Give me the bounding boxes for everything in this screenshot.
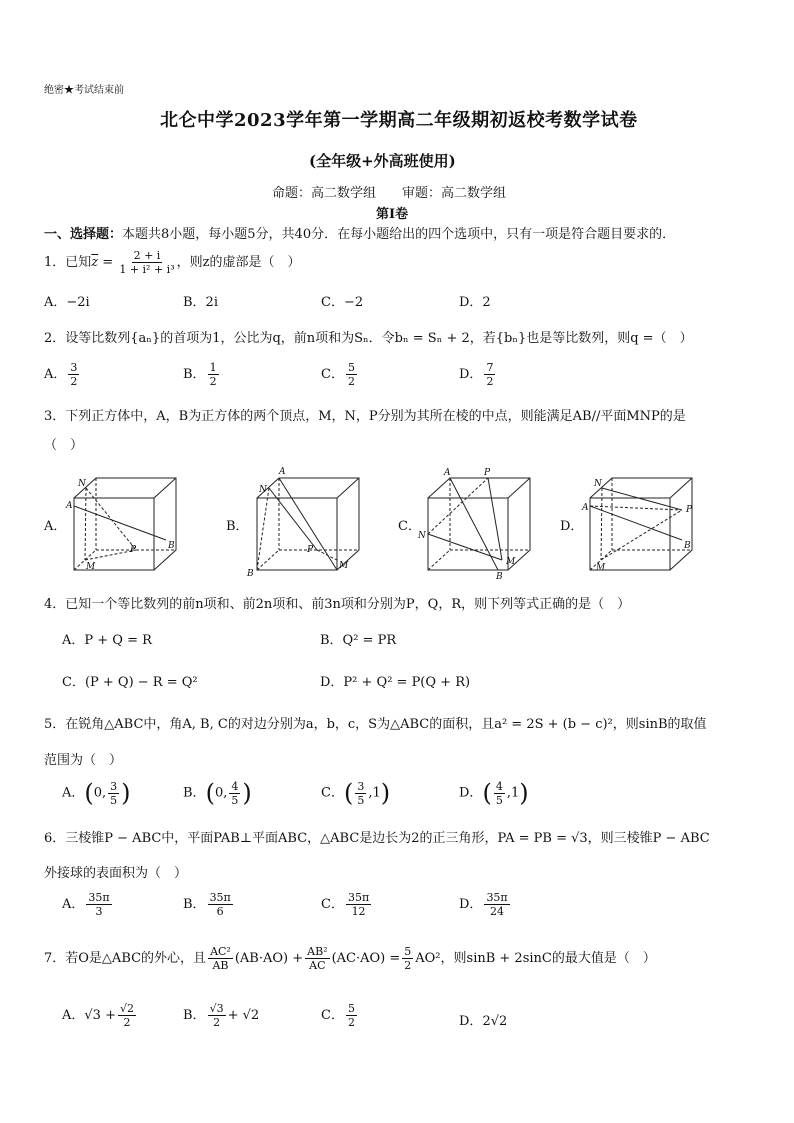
q3-option-d-label[interactable]: D． [560, 519, 584, 534]
q6-option-d[interactable]: D． $\frac{35\pi}{24}$ [459, 891, 508, 918]
question-3-line2: （ ） [44, 438, 84, 453]
q7-post: AO²，则sinB + 2sinC的最大值是（ ） [415, 951, 656, 966]
svg-text:A: A [582, 503, 589, 513]
q2-option-a[interactable]: A． $\frac{3}{2}$ [44, 361, 78, 388]
q5-option-c[interactable]: C．( $\frac{3}{5}$ ,1) [321, 779, 391, 807]
part-label: 第Ⅰ卷 [376, 207, 409, 222]
question-6-line2: 外接球的表面积为（ ） [44, 866, 188, 881]
q2-option-d[interactable]: D． $\frac{7}{2}$ [459, 361, 494, 388]
exam-subtitle: (全年级+外高班使用) [309, 152, 456, 170]
question-7 [44, 946, 656, 971]
svg-text:N: N [418, 531, 426, 541]
svg-text:N: N [594, 479, 602, 489]
q7-mid2: (AC·AO) = [331, 951, 401, 966]
q1-zbar: $\overline{z}$ [91, 255, 99, 270]
svg-text:A: A [66, 501, 73, 511]
q1-option-a[interactable]: A．−2i [44, 295, 90, 310]
question-5-line1: 5．在锐角△ABC中，角A, B, C的对边分别为a，b，c，S为△ABC的面积，且a² = 2S + (b − c)²，则sinB的取值 [44, 717, 707, 732]
q1-pre: 1．已知 [44, 255, 92, 270]
svg-text:N: N [78, 479, 86, 489]
q3-option-a-label[interactable]: A． [44, 519, 67, 534]
q5-option-d[interactable]: D．( $\frac{4}{5}$ ,1) [459, 779, 529, 807]
q7-frac1: $\frac{\text{AC²}}{AB}$ [210, 945, 231, 972]
q2-option-b[interactable]: B． $\frac{1}{2}$ [183, 361, 217, 388]
q7-option-c[interactable]: C． $\frac{5}{2}$ [321, 1002, 355, 1029]
q2-option-c[interactable]: C． $\frac{5}{2}$ [321, 361, 355, 388]
section-heading [44, 223, 675, 242]
svg-text:B: B [247, 569, 254, 579]
question-2: 2．设等比数列{aₙ}的首项为1，公比为q，前n项和为Sₙ．令bₙ = Sₙ + 2，若{bₙ}也是等比数列，则q =（ ） [44, 331, 693, 346]
svg-text:B: B [684, 541, 691, 551]
q6-option-a[interactable]: A． $\frac{35\pi}{3}$ [62, 891, 110, 918]
svg-text:B: B [168, 541, 175, 551]
q4-option-a[interactable]: A．P + Q = R [62, 633, 152, 648]
secret-mark: 绝密★考试结束前 [44, 85, 124, 96]
svg-text:A: A [279, 467, 286, 477]
q1-num: 2 + i [133, 249, 161, 262]
section-label: 一、选择题： [44, 227, 123, 242]
q1-option-b[interactable]: B．2i [183, 295, 218, 310]
q1-post: ，则z的虚部是（ ） [176, 255, 301, 270]
q5-option-b[interactable]: B．(0, $\frac{4}{5}$ ) [183, 779, 252, 807]
q7-frac2: $\frac{\text{AB²}}{AC}$ [307, 945, 328, 972]
q7-option-b[interactable]: B． $\frac{√3}{2}$ + √2 [183, 1002, 260, 1029]
q1-eq: = [102, 255, 114, 270]
q5-option-a[interactable]: A．(0, $\frac{3}{5}$ ) [62, 779, 131, 807]
q3-cube-a[interactable] [62, 466, 182, 576]
authors-line: 命题：高二数学组 审题：高二数学组 [272, 186, 507, 201]
svg-text:M: M [86, 562, 96, 572]
section-desc: 本题共8小题，每小题5分，共40分．在每小题给出的四个选项中，只有一项是符合题目要求的． [122, 227, 676, 242]
question-5-line2: 范围为（ ） [44, 753, 123, 768]
q6-option-b[interactable]: B． $\frac{35\pi}{6}$ [183, 891, 231, 918]
svg-text:M: M [339, 561, 349, 571]
svg-text:M: M [596, 563, 606, 573]
question-3-line1: 3．下列正方体中，A，B为正方体的两个顶点，M，N，P分别为其所在棱的中点，则能满足AB//平面MNP的是 [44, 409, 686, 424]
q3-cube-d[interactable] [578, 466, 698, 576]
q7-frac3: $\frac{5}{2}$ [404, 945, 412, 972]
question-6-line1: 6．三棱锥P − ABC中，平面PAB⊥平面ABC，△ABC是边长为2的正三角形，PA = PB = √3，则三棱锥P − ABC [44, 831, 710, 846]
q4-option-c[interactable]: C．(P + Q) − R = Q² [62, 675, 198, 690]
q1-option-d[interactable]: D．2 [459, 295, 491, 310]
q7-pre: 7．若O是△ABC的外心，且 [44, 951, 207, 966]
svg-text:M: M [506, 557, 516, 567]
q3-option-b-label[interactable]: B． [226, 519, 249, 534]
q1-fraction [119, 250, 174, 275]
question-1 [44, 250, 300, 275]
svg-text:P: P [130, 545, 137, 555]
q3-cube-b[interactable] [245, 466, 365, 579]
q4-option-d[interactable]: D．P² + Q² = P(Q + R) [320, 675, 471, 690]
q6-option-c[interactable]: C． $\frac{35\pi}{12}$ [321, 891, 370, 918]
svg-text:N: N [259, 485, 267, 495]
svg-text:A: A [444, 468, 451, 478]
question-4: 4．已知一个等比数列的前n项和、前2n项和、前3n项和分别为P，Q，R，则下列等式正确的是（ ） [44, 597, 631, 612]
svg-text:P: P [307, 545, 314, 555]
q7-option-a[interactable]: A．√3 + $\frac{√2}{2}$ [62, 1002, 134, 1029]
q7-mid1: (AB·AO) + [234, 951, 304, 966]
q7-option-d[interactable]: D．2√2 [459, 1014, 508, 1029]
svg-text:B: B [496, 572, 503, 582]
q3-option-c-label[interactable]: C． [398, 519, 421, 534]
q1-option-c[interactable]: C．−2 [321, 295, 364, 310]
svg-text:P: P [686, 505, 693, 515]
exam-title: 北仑中学2023学年第一学期高二年级期初返校考数学试卷 [160, 110, 638, 131]
svg-text:P: P [484, 468, 491, 478]
q1-den: 1 + i² + i³ [119, 263, 175, 276]
q3-cube-c[interactable] [416, 466, 536, 582]
q4-option-b[interactable]: B．Q² = PR [320, 633, 397, 648]
